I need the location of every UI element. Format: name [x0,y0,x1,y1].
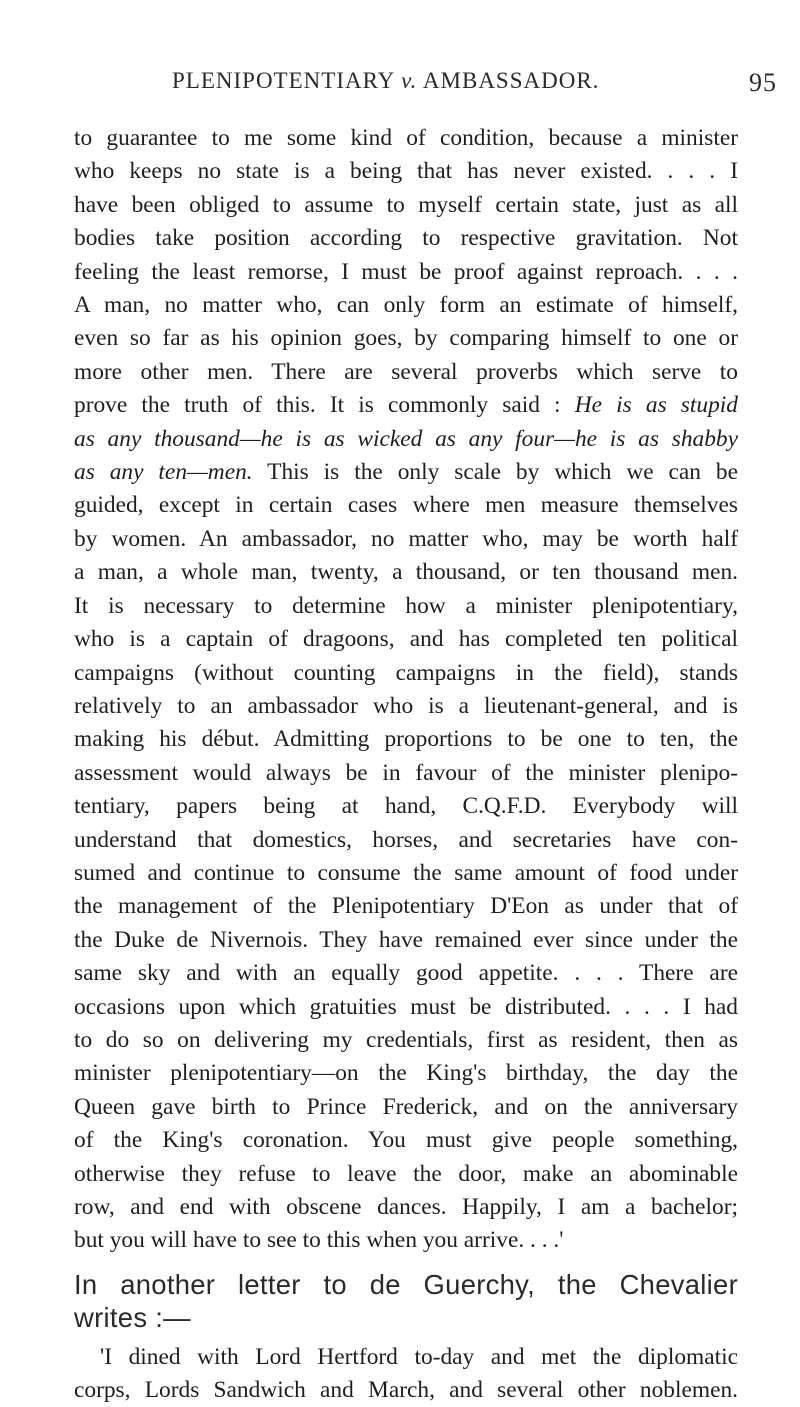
text-line: of the King's coronation. You must give people something, [74,1127,738,1154]
text-line: 'I dined with Lord Hertford to-day and met the diplomatic [100,1343,738,1370]
text-line: the management of the Plenipotentiary D'Eon as under that of [74,893,738,920]
running-title-part1: PLENIPOTENTIARY [172,68,402,93]
text-line: corps, Lords Sandwich and March, and several other noblemen. [74,1377,738,1404]
section-lead-line: In another letter to de Guerchy, the Chevalier [74,1268,738,1300]
text-line-part: prove the truth of this. It is commonly said : [74,392,575,419]
text-line-part: This is the only scale by which we can be [252,459,738,486]
text-line: same sky and with an equally good appetite. . . . There are [74,960,738,987]
text-line: even so far as his opinion goes, by comparing himself to one or [74,325,738,352]
italic-proverb: He is as stupid [574,392,738,419]
text-line: sumed and continue to consume the same amount of food under [74,859,738,886]
text-line: who is a captain of dragoons, and has completed ten political [74,626,738,653]
running-title-v: v. [401,68,418,93]
text-line: by women. An ambassador, no matter who, may be worth half [74,525,738,552]
text-line: It is necessary to determine how a minister plenipotentiary, [74,592,738,619]
text-line: guided, except in certain cases where men measure themselves [74,492,738,519]
page-number: 95 [749,68,777,97]
text-line: a man, a whole man, twenty, a thousand, or ten thousand men. [74,559,738,586]
section-lead-line: writes :— [74,1302,191,1334]
text-line: occasions upon which gratuities must be distributed. . . . I had [74,993,738,1020]
running-title [172,68,599,94]
text-line: assessment would always be in favour of the minister plenipo- [74,759,738,786]
running-title-part2: AMBASSADOR. [417,68,600,93]
text-line: understand that domestics, horses, and secretaries have con- [74,826,738,853]
text-line: more other men. There are several proverbs which serve to [74,358,738,385]
text-line: feeling the least remorse, I must be proof against reproach. . . . [74,258,738,285]
text-line: relatively to an ambassador who is a lieutenant-general, and is [74,692,738,719]
text-line: Queen gave birth to Prince Frederick, and on the anniversary [74,1093,738,1120]
text-line: A man, no matter who, can only form an estimate of himself, [74,292,738,319]
text-line: to do so on delivering my credentials, first as resident, then as [74,1026,738,1053]
text-line: but you will have to see to this when you arrive. . . .' [74,1227,564,1254]
text-line: tentiary, papers being at hand, C.Q.F.D. Everybody will [74,793,738,820]
text-line: minister plenipotentiary—on the King's birthday, the day the [74,1060,738,1087]
text-line: campaigns (without counting campaigns in the field), stands [74,659,738,686]
text-line: the Duke de Nivernois. They have remained ever since under the [74,926,738,953]
text-line: making his début. Admitting proportions to be one to ten, the [74,726,738,753]
text-line: bodies take position according to respective gravitation. Not [74,225,738,252]
text-line [74,456,738,489]
text-line: otherwise they refuse to leave the door, make an abominable [74,1160,738,1187]
text-line: row, and end with obscene dances. Happily, I am a bachelor; [74,1194,738,1220]
italic-proverb: as any thousand—he is as wicked as any four—he is as shabby [74,425,738,452]
text-line: to guarantee to me some kind of condition, because a minister [74,125,738,151]
text-line: have been obliged to assume to myself certain state, just as all [74,191,738,218]
text-line-italic [74,423,738,456]
text-line [74,389,738,422]
body-text [74,122,738,1407]
italic-proverb: as any ten—men. [74,459,253,486]
text-line: who keeps no state is a being that has never existed. . . . I [74,158,738,185]
